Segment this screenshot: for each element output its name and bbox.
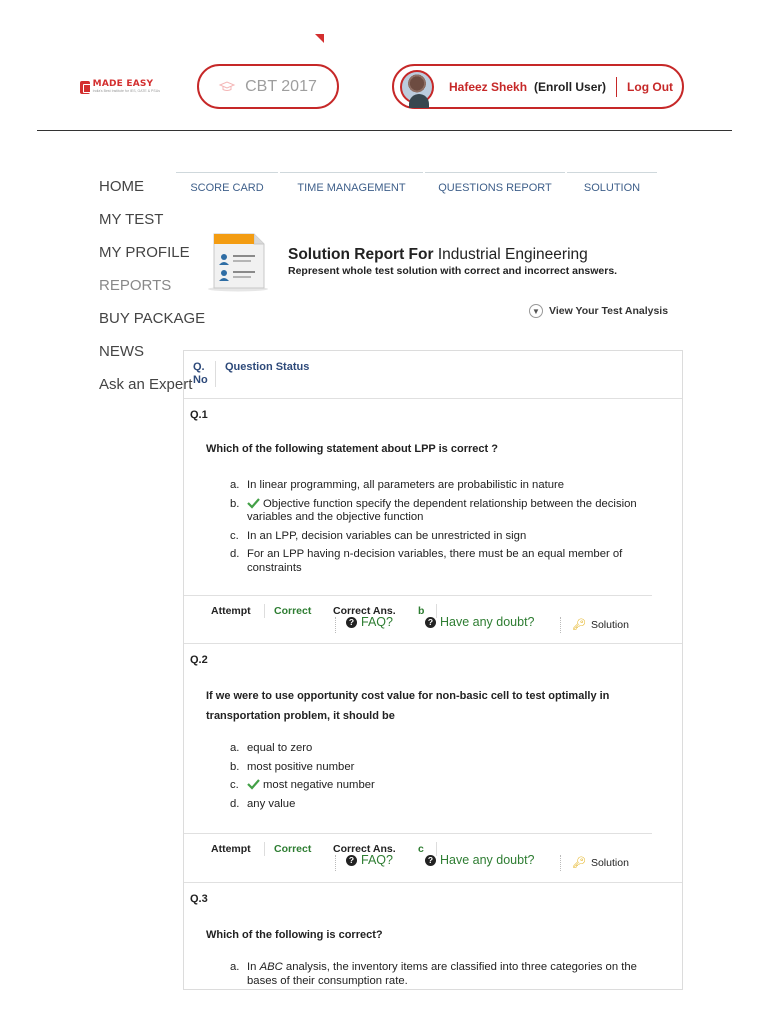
sidebar-item-buy-package[interactable]: BUY PACKAGE xyxy=(99,310,206,327)
divider xyxy=(560,617,561,633)
page-title xyxy=(288,246,588,264)
options-list xyxy=(230,479,650,575)
doubt-button[interactable] xyxy=(425,853,535,867)
question-number: Q.3 xyxy=(190,893,208,905)
logout-link[interactable]: Log Out xyxy=(627,79,674,94)
divider xyxy=(264,604,265,618)
question-text: Which of the following statement about LPP is correct ? xyxy=(206,443,498,455)
tab-questions-report[interactable] xyxy=(425,172,565,200)
correct-answer-label: Correct Ans. xyxy=(333,843,396,855)
option-b xyxy=(230,761,650,775)
doubt-label: Have any doubt? xyxy=(440,615,535,629)
view-analysis-link[interactable] xyxy=(529,304,668,318)
faq-button[interactable] xyxy=(346,615,393,629)
avatar[interactable] xyxy=(400,70,434,104)
option-text xyxy=(247,961,650,988)
table-header xyxy=(184,351,682,399)
doubt-label: Have any doubt? xyxy=(440,853,535,867)
faq-label: FAQ? xyxy=(361,615,393,629)
question-text: If we were to use opportunity cost value for non-basic cell to test optimally in transportation problem, it should be xyxy=(206,690,610,722)
question-circle-icon: ? xyxy=(346,855,357,866)
page-subtitle: Represent whole test solution with correct and incorrect answers. xyxy=(288,265,618,277)
option-letter: b. xyxy=(230,760,240,773)
option-letter: a. xyxy=(230,961,240,973)
option-letter: a. xyxy=(230,479,240,491)
attempt-label: Attempt xyxy=(211,843,251,855)
key-icon: 🔑︎ xyxy=(572,857,586,869)
option-text: For an LPP having n-decision variables, there must be an equal member of constraints xyxy=(247,548,623,574)
user-role: (Enroll User) xyxy=(534,79,607,94)
divider xyxy=(560,855,561,871)
title-prefix: Solution Report For xyxy=(288,246,434,263)
divider xyxy=(264,842,265,856)
option-a xyxy=(230,742,650,756)
option-text-emphasis: ABC xyxy=(259,961,283,973)
sidebar-item-reports[interactable]: REPORTS xyxy=(99,277,172,294)
option-c xyxy=(230,779,650,793)
attempt-status: Correct xyxy=(274,605,312,617)
option-text: any value xyxy=(247,797,296,810)
tab-label: SOLUTION xyxy=(583,181,641,194)
option-text: most negative number xyxy=(263,779,375,791)
solution-table xyxy=(183,350,683,990)
option-letter: b. xyxy=(230,497,240,510)
solution-label: Solution xyxy=(590,618,629,631)
option-text-part: analysis, the inventory items are classified into three categories on the bases of their consumption rate. xyxy=(247,961,637,987)
tab-time-management[interactable] xyxy=(280,172,423,200)
attempt-status: Correct xyxy=(274,843,312,855)
option-b xyxy=(230,498,650,525)
option-letter: c. xyxy=(230,529,239,542)
tab-score-card[interactable] xyxy=(176,172,278,200)
correct-answer-value: b xyxy=(418,605,425,617)
graduation-cap-icon xyxy=(219,81,235,93)
chevron-down-icon: ▼ xyxy=(529,304,543,318)
check-icon xyxy=(247,779,260,789)
option-letter: a. xyxy=(230,742,240,754)
options-list xyxy=(230,961,650,988)
solution-button[interactable] xyxy=(572,856,629,869)
tab-label: TIME MANAGEMENT xyxy=(297,181,406,194)
answer-meta xyxy=(184,841,684,881)
divider xyxy=(616,77,617,97)
option-d xyxy=(230,798,650,812)
corner-marker xyxy=(315,34,324,43)
check-icon xyxy=(247,498,260,508)
report-header xyxy=(200,228,680,298)
faq-button[interactable] xyxy=(346,853,393,867)
logo-tagline: India's Best Institute for IES, GATE & PSUs xyxy=(92,89,160,94)
option-text: Objective function specify the dependent relationship between the decision variables and the objective function xyxy=(247,497,637,523)
tab-solution[interactable] xyxy=(567,172,657,200)
doubt-button[interactable] xyxy=(425,615,535,629)
divider xyxy=(184,595,652,596)
header-divider xyxy=(37,130,732,131)
solution-button[interactable] xyxy=(572,618,629,631)
option-letter: c. xyxy=(230,779,239,791)
user-name[interactable]: Hafeez Shekh xyxy=(449,79,528,94)
divider xyxy=(335,617,336,633)
option-a xyxy=(230,961,650,988)
option-c xyxy=(230,530,650,544)
attempt-label: Attempt xyxy=(211,605,251,617)
option-letter: d. xyxy=(230,797,240,810)
option-text-part: In xyxy=(247,961,260,973)
key-icon: 🔑︎ xyxy=(572,619,586,631)
column-divider xyxy=(215,361,216,387)
analysis-link-label: View Your Test Analysis xyxy=(549,305,669,317)
exam-selector[interactable] xyxy=(197,64,339,109)
question-row xyxy=(184,644,682,883)
sidebar-item-home[interactable]: HOME xyxy=(99,178,144,195)
subject-name: Industrial Engineering xyxy=(437,246,588,263)
faq-label: FAQ? xyxy=(361,853,393,867)
solution-label: Solution xyxy=(590,856,629,869)
tab-label: SCORE CARD xyxy=(190,181,264,194)
option-a xyxy=(230,479,650,493)
question-number: Q.2 xyxy=(190,654,208,666)
option-text: In linear programming, all parameters are probabilistic in nature xyxy=(247,479,565,491)
made-easy-logo[interactable] xyxy=(80,79,160,95)
question-circle-icon: ? xyxy=(425,617,436,628)
user-panel xyxy=(392,64,684,109)
qno-header: Q. No xyxy=(193,361,208,386)
question-row xyxy=(184,883,682,1003)
option-text: most positive number xyxy=(247,760,355,773)
divider xyxy=(335,855,336,871)
logo-name: MADE EASY xyxy=(92,79,154,90)
report-document-icon xyxy=(204,230,268,292)
sidebar-item-my-test[interactable]: MY TEST xyxy=(99,211,164,228)
option-text: equal to zero xyxy=(247,742,313,754)
question-circle-icon: ? xyxy=(425,855,436,866)
report-tabs xyxy=(176,172,659,200)
sidebar-item-news[interactable]: NEWS xyxy=(99,343,144,360)
correct-answer-value: c xyxy=(418,843,424,855)
logo-icon xyxy=(80,81,90,94)
divider xyxy=(184,833,652,834)
option-d xyxy=(230,548,650,575)
answer-meta xyxy=(184,603,684,643)
question-row xyxy=(184,399,682,644)
sidebar-item-my-profile[interactable]: MY PROFILE xyxy=(99,244,190,261)
option-text: In an LPP, decision variables can be unrestricted in sign xyxy=(247,529,527,542)
sidebar-item-ask-expert[interactable]: Ask an Expert xyxy=(99,376,193,393)
question-circle-icon: ? xyxy=(346,617,357,628)
question-number: Q.1 xyxy=(190,409,208,421)
tab-label: QUESTIONS REPORT xyxy=(438,181,552,194)
status-header: Question Status xyxy=(225,361,310,373)
option-letter: d. xyxy=(230,548,240,560)
question-text: Which of the following is correct? xyxy=(206,929,383,941)
exam-label: CBT 2017 xyxy=(245,77,317,95)
options-list xyxy=(230,742,650,811)
correct-answer-label: Correct Ans. xyxy=(333,605,396,617)
